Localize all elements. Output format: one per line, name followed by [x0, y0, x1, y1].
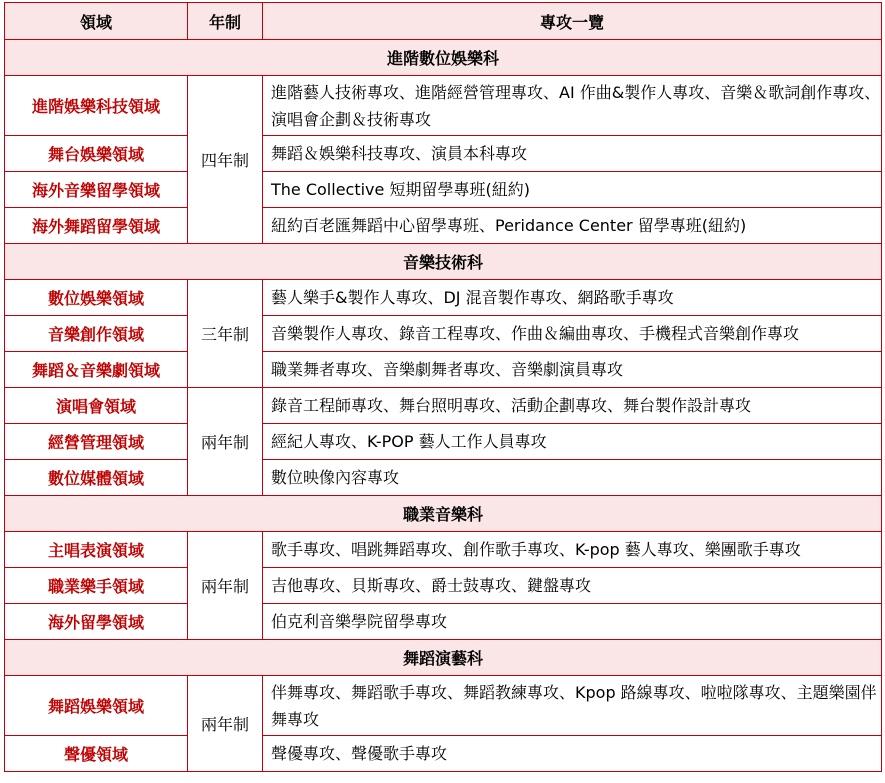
table-row [5, 76, 882, 136]
field-cell: 演唱會領域 [5, 388, 188, 424]
field-cell: 職業樂手領域 [5, 568, 188, 604]
header-majors: 專攻一覽 [263, 3, 882, 40]
table-row [5, 532, 882, 568]
field-cell: 舞蹈娛樂領域 [5, 676, 188, 736]
majors-cell: 經紀人專攻、K-POP 藝人工作人員專攻 [263, 424, 882, 460]
header-years: 年制 [188, 3, 263, 40]
years-cell: 兩年制 [188, 676, 263, 772]
field-cell: 經營管理領域 [5, 424, 188, 460]
section-title: 音樂技術科 [5, 244, 882, 280]
section-title: 職業音樂科 [5, 496, 882, 532]
table-row [5, 604, 882, 640]
majors-cell: 進階藝人技術專攻、進階經營管理專攻、AI 作曲&製作人專攻、音樂＆歌詞創作專攻、演唱會企劃＆技術專攻 [263, 76, 882, 136]
field-cell: 舞台娛樂領域 [5, 136, 188, 172]
field-cell: 音樂創作領域 [5, 316, 188, 352]
majors-cell: The Collective 短期留學專班(紐約) [263, 172, 882, 208]
majors-cell: 伴舞專攻、舞蹈歌手專攻、舞蹈教練專攻、Kpop 路線專攻、啦啦隊專攻、主題樂園伴舞專攻 [263, 676, 882, 736]
majors-cell: 聲優專攻、聲優歌手專攻 [263, 736, 882, 772]
years-cell: 兩年制 [188, 532, 263, 640]
section-row [5, 40, 882, 76]
section-title: 進階數位娛樂科 [5, 40, 882, 76]
majors-cell: 錄音工程師專攻、舞台照明專攻、活動企劃專攻、舞台製作設計專攻 [263, 388, 882, 424]
majors-cell: 職業舞者專攻、音樂劇舞者專攻、音樂劇演員專攻 [263, 352, 882, 388]
programs-table [4, 2, 882, 772]
table-row [5, 208, 882, 244]
field-cell: 數位娛樂領域 [5, 280, 188, 316]
table-row [5, 280, 882, 316]
majors-cell: 紐約百老匯舞蹈中心留學專班、Peridance Center 留學專班(紐約) [263, 208, 882, 244]
header-row [5, 3, 882, 40]
majors-cell: 藝人樂手&製作人專攻、DJ 混音製作專攻、網路歌手專攻 [263, 280, 882, 316]
header-field: 領域 [5, 3, 188, 40]
table-row [5, 316, 882, 352]
years-cell: 三年制 [188, 280, 263, 388]
field-cell: 海外舞蹈留學領域 [5, 208, 188, 244]
table-row [5, 736, 882, 772]
majors-cell: 音樂製作人專攻、錄音工程專攻、作曲＆編曲專攻、手機程式音樂創作專攻 [263, 316, 882, 352]
table-row [5, 676, 882, 736]
field-cell: 主唱表演領域 [5, 532, 188, 568]
years-cell: 兩年制 [188, 388, 263, 496]
table-row [5, 460, 882, 496]
field-cell: 數位媒體領域 [5, 460, 188, 496]
field-cell: 海外音樂留學領域 [5, 172, 188, 208]
table-row [5, 172, 882, 208]
majors-cell: 數位映像內容專攻 [263, 460, 882, 496]
majors-cell: 舞蹈＆娛樂科技專攻、演員本科專攻 [263, 136, 882, 172]
majors-cell: 吉他專攻、貝斯專攻、爵士鼓專攻、鍵盤專攻 [263, 568, 882, 604]
section-row [5, 640, 882, 676]
section-row [5, 244, 882, 280]
field-cell: 聲優領域 [5, 736, 188, 772]
section-title: 舞蹈演藝科 [5, 640, 882, 676]
years-cell: 四年制 [188, 76, 263, 244]
majors-cell: 歌手專攻、唱跳舞蹈專攻、創作歌手專攻、K-pop 藝人專攻、樂團歌手專攻 [263, 532, 882, 568]
table-row [5, 388, 882, 424]
section-row [5, 496, 882, 532]
field-cell: 海外留學領域 [5, 604, 188, 640]
table-row [5, 136, 882, 172]
table-row [5, 352, 882, 388]
field-cell: 舞蹈＆音樂劇領域 [5, 352, 188, 388]
table-row [5, 568, 882, 604]
field-cell: 進階娛樂科技領域 [5, 76, 188, 136]
majors-cell: 伯克利音樂學院留學專攻 [263, 604, 882, 640]
table-row [5, 424, 882, 460]
